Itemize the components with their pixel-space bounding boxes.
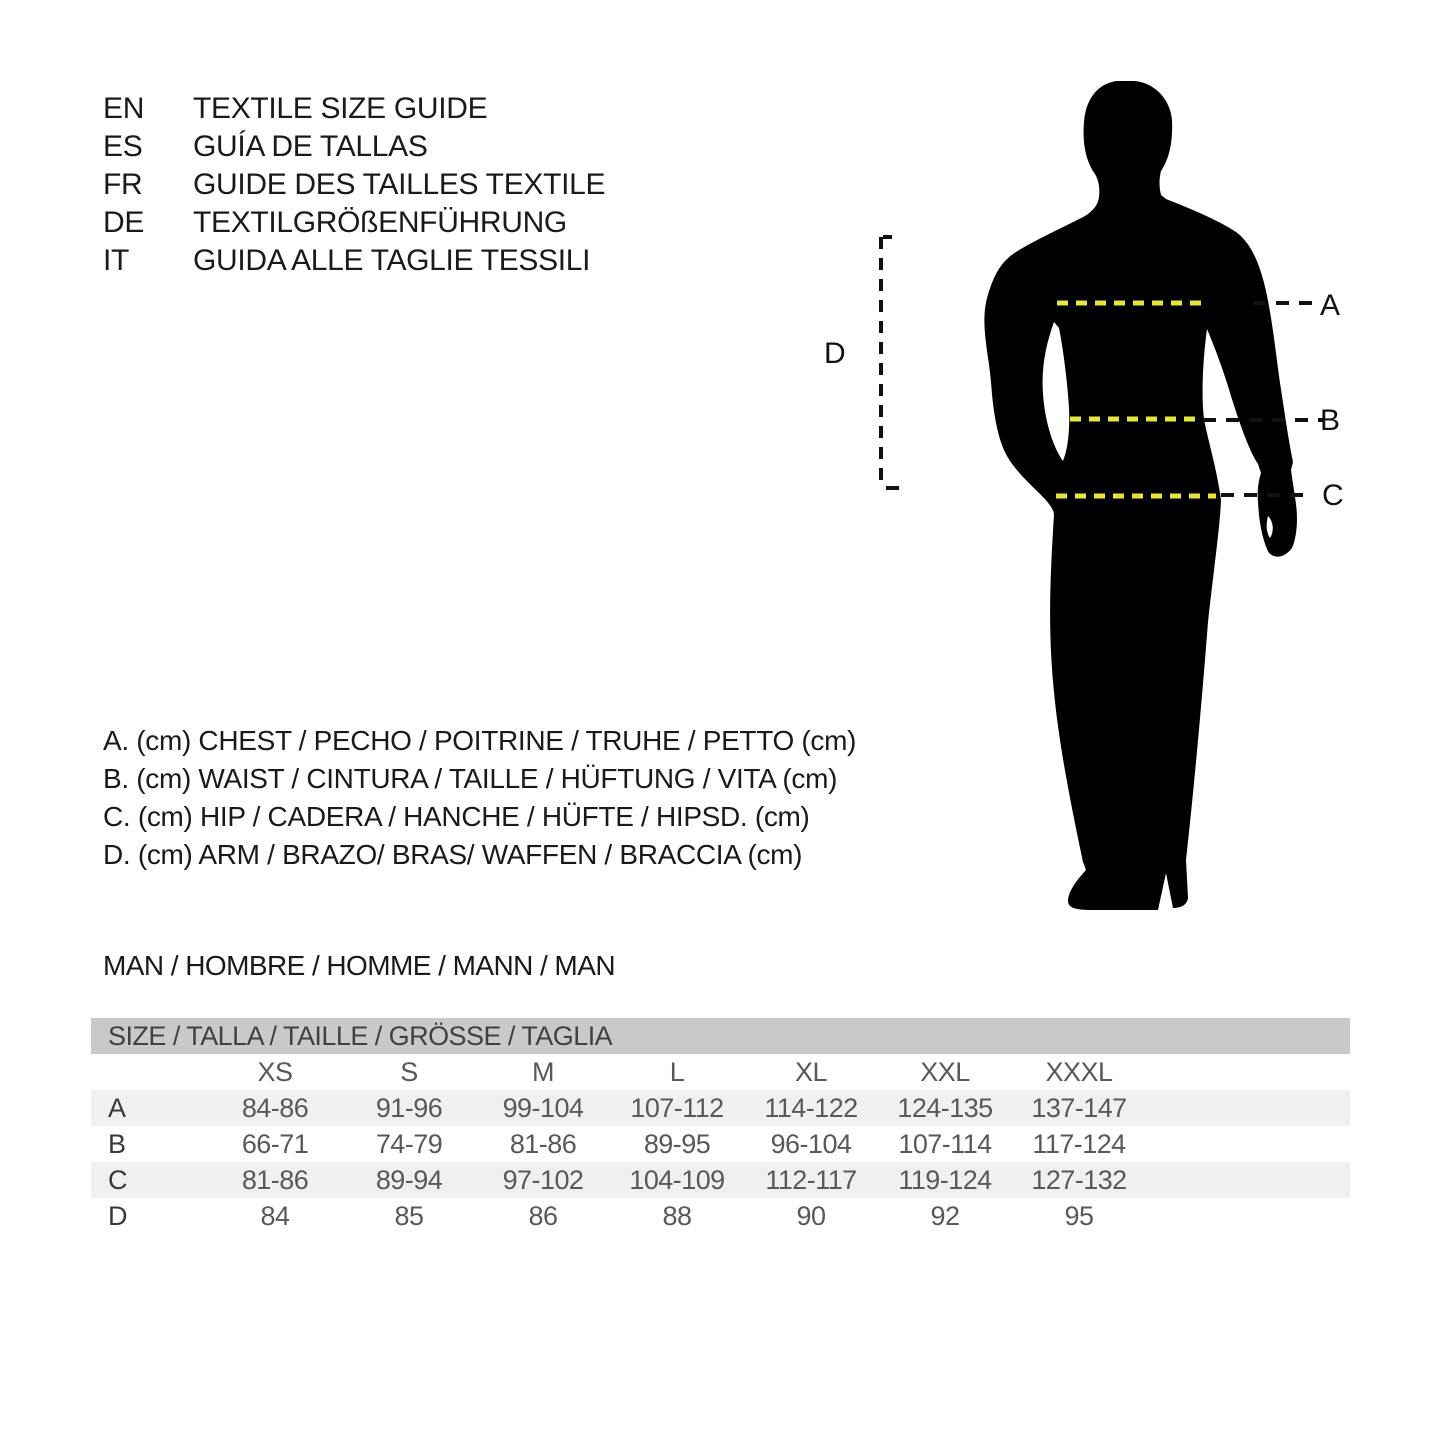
column-header: S xyxy=(400,1057,418,1087)
table-cell: 124-135 xyxy=(878,1090,1012,1126)
table-cell: 97-102 xyxy=(476,1162,610,1198)
size-table-header-bar: SIZE / TALLA / TAILLE / GRÖSSE / TAGLIA xyxy=(91,1018,1350,1054)
table-cell: 104-109 xyxy=(610,1162,744,1198)
row-label: C xyxy=(91,1162,208,1198)
table-cell: 92 xyxy=(930,1201,960,1231)
language-title: GUIDE DES TAILLES TEXTILE xyxy=(193,168,606,201)
language-row xyxy=(103,166,605,204)
table-cell: 89-95 xyxy=(643,1129,711,1159)
table-cell: 88 xyxy=(662,1201,692,1231)
table-cell: 107-112 xyxy=(610,1090,744,1126)
column-header: M xyxy=(532,1057,554,1087)
row-label: A xyxy=(91,1090,208,1126)
table-cell: 91-96 xyxy=(342,1090,476,1126)
filler-cell xyxy=(1146,1054,1350,1090)
legend-arm: D. (cm) ARM / BRAZO/ BRAS/ WAFFEN / BRACCIA (cm) xyxy=(103,839,803,870)
table-cell: 81-86 xyxy=(208,1162,342,1198)
measurement-legend xyxy=(103,722,856,874)
table-cell: 119-124 xyxy=(878,1162,1012,1198)
language-code: DE xyxy=(103,206,145,239)
table-cell: 81-86 xyxy=(509,1129,577,1159)
man-measurement-diagram xyxy=(780,50,1420,950)
filler-cell xyxy=(1146,1198,1350,1234)
table-cell: 89-94 xyxy=(342,1162,476,1198)
table-cell: 127-132 xyxy=(1012,1162,1146,1198)
column-header: XS xyxy=(257,1057,293,1087)
filler-cell xyxy=(1146,1126,1350,1162)
table-cell: 90 xyxy=(796,1201,826,1231)
table-cell: 66-71 xyxy=(241,1129,309,1159)
language-row xyxy=(103,242,605,280)
language-title-list xyxy=(103,90,605,280)
hip-label: C xyxy=(1322,479,1344,512)
size-table xyxy=(91,1018,1350,1234)
column-header: XXXL xyxy=(1045,1057,1113,1087)
column-header: XXL xyxy=(920,1057,970,1087)
table-cell: 84 xyxy=(260,1201,290,1231)
table-cell: 137-147 xyxy=(1012,1090,1146,1126)
legend-chest: A. (cm) CHEST / PECHO / POITRINE / TRUHE / PETTO (cm) xyxy=(103,725,857,756)
language-code: FR xyxy=(103,168,143,201)
language-title: GUÍA DE TALLAS xyxy=(193,130,428,163)
group-title-man: MAN / HOMBRE / HOMME / MANN / MAN xyxy=(103,950,615,981)
filler-cell xyxy=(1146,1162,1350,1198)
filler-cell xyxy=(1146,1090,1350,1126)
table-cell: 107-114 xyxy=(898,1129,992,1159)
language-title: TEXTILE SIZE GUIDE xyxy=(193,92,488,125)
table-cell: 86 xyxy=(528,1201,558,1231)
legend-waist: B. (cm) WAIST / CINTURA / TAILLE / HÜFTUNG / VITA (cm) xyxy=(103,763,838,794)
language-row xyxy=(103,204,605,242)
language-row xyxy=(103,128,605,166)
row-label: D xyxy=(108,1201,127,1231)
language-row xyxy=(103,90,605,128)
table-cell: 85 xyxy=(394,1201,424,1231)
language-code: IT xyxy=(103,244,130,277)
table-cell: 74-79 xyxy=(375,1129,443,1159)
corner-cell xyxy=(91,1054,208,1090)
table-cell: 99-104 xyxy=(476,1090,610,1126)
table-cell: 95 xyxy=(1064,1201,1094,1231)
table-cell: 112-117 xyxy=(744,1162,878,1198)
waist-label: B xyxy=(1320,404,1341,437)
column-header: XL xyxy=(795,1057,827,1087)
language-code: EN xyxy=(103,92,145,125)
row-label: B xyxy=(108,1129,126,1159)
language-code: ES xyxy=(103,130,143,163)
table-cell: 114-122 xyxy=(744,1090,878,1126)
table-cell: 117-124 xyxy=(1032,1129,1126,1159)
column-header: L xyxy=(669,1057,685,1087)
table-cell: 96-104 xyxy=(770,1129,852,1159)
table-cell: 84-86 xyxy=(208,1090,342,1126)
chest-label: A xyxy=(1320,289,1341,322)
language-title: GUIDA ALLE TAGLIE TESSILI xyxy=(193,244,591,277)
language-title: TEXTILGRÖßENFÜHRUNG xyxy=(193,206,567,239)
arm-label: D xyxy=(824,337,846,370)
legend-hip: C. (cm) HIP / CADERA / HANCHE / HÜFTE / HIPSD. (cm) xyxy=(103,801,810,832)
